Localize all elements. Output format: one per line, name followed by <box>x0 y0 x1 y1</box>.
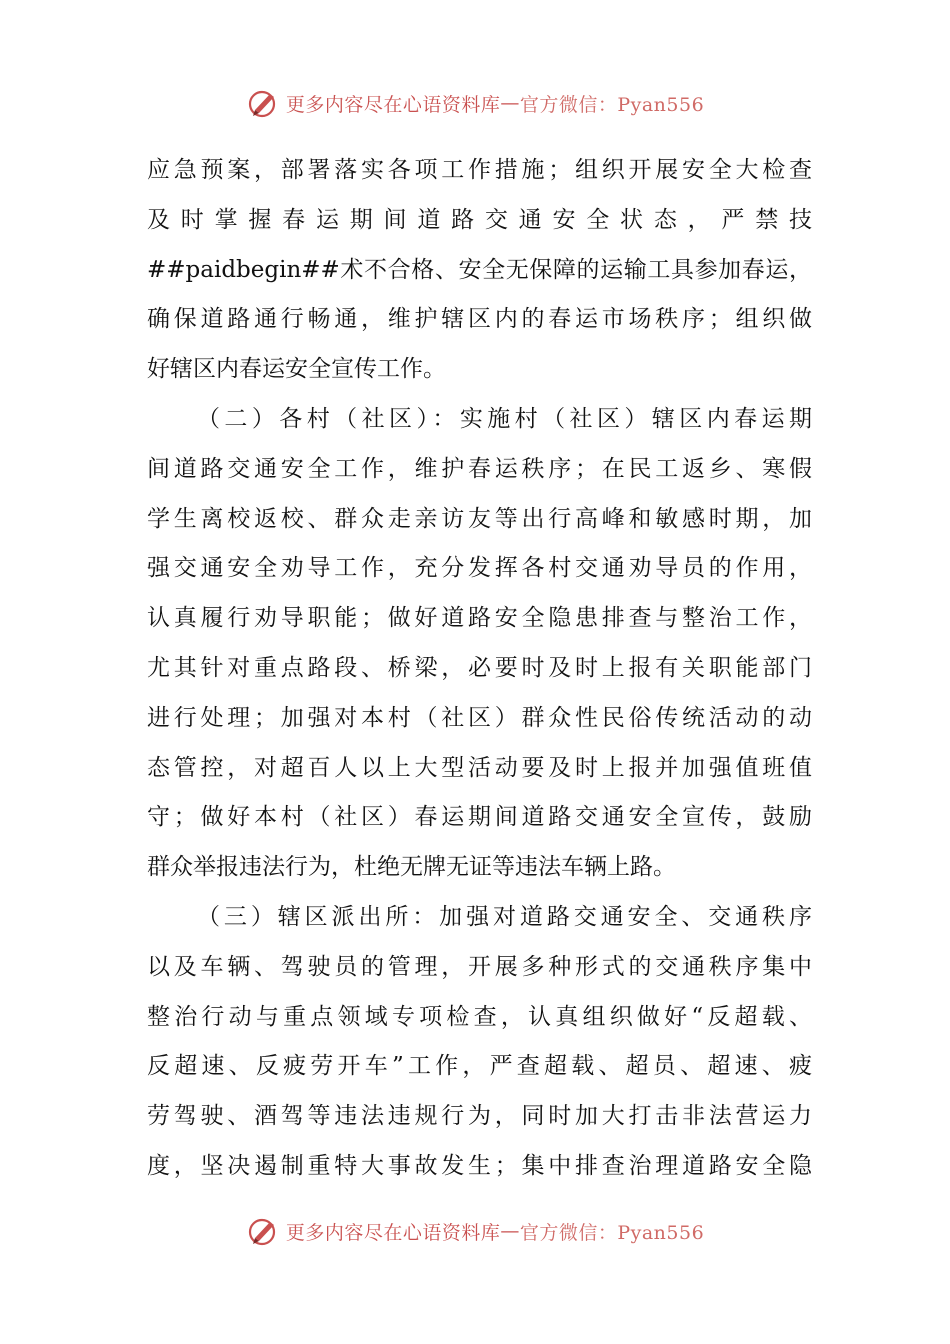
body-line: 尤其针对重点路段、桥梁，必要时及时上报有关职能部门 <box>147 654 812 681</box>
body-line: 反超速、反疲劳开车”工作，严查超载、超员、超速、疲 <box>147 1053 812 1080</box>
body-line: 进行处理；加强对本村（社区）群众性民俗传统活动的动 <box>147 704 812 731</box>
header-watermark <box>0 86 950 120</box>
body-line: 强交通安全劝导工作，充分发挥各村交通劝导员的作用， <box>147 555 812 582</box>
header-banner-wechat: 官方微信：Pyan556 <box>519 93 705 116</box>
header-banner-text: 更多内容尽在心语资料库 <box>285 93 501 116</box>
footer-banner-dash: — <box>500 1220 520 1242</box>
body-line: 劳驾驶、酒驾等违法违规行为，同时加大打击非法营运力 <box>147 1103 812 1130</box>
body-line: 及时掌握春运期间道路交通安全状态，严禁技 <box>147 206 812 233</box>
body-line: 度，坚决遏制重特大事故发生；集中排查治理道路安全隐 <box>147 1152 812 1179</box>
body-line: 学生离校返校、群众走亲访友等出行高峰和敏感时期，加 <box>147 505 812 532</box>
body-line: 群众举报违法行为，杜绝无牌无证等违法车辆上路。 <box>147 854 676 881</box>
body-line: 守；做好本村（社区）春运期间道路交通安全宣传，鼓励 <box>147 804 812 831</box>
body-line: 认真履行劝导职能；做好道路安全隐患排查与整治工作， <box>147 605 812 632</box>
footer-banner-text: 更多内容尽在心语资料库 <box>285 1221 501 1244</box>
body-line: 整治行动与重点领域专项检查，认真组织做好“反超载、 <box>147 1003 812 1030</box>
header-banner-dash: — <box>500 92 520 114</box>
body-line: 好辖区内春运安全宣传工作。 <box>147 356 446 383</box>
pen-logo-icon <box>246 1214 280 1248</box>
body-line: 态管控，对超百人以上大型活动要及时上报并加强值班值 <box>147 754 812 781</box>
body-line: （二）各村（社区）：实施村（社区）辖区内春运期 <box>197 405 812 432</box>
body-line: ##paidbegin##术不合格、安全无保障的运输工具参加春运， <box>147 256 812 283</box>
footer-banner-wechat: 官方微信：Pyan556 <box>519 1221 705 1244</box>
body-line: 应急预案，部署落实各项工作措施；组织开展安全大检查 <box>147 157 812 183</box>
body-line: （三）辖区派出所：加强对道路交通安全、交通秩序 <box>197 903 812 930</box>
body-line: 确保道路通行畅通，维护辖区内的春运市场秩序；组织做 <box>147 306 812 333</box>
body-line: 间道路交通安全工作，维护春运秩序；在民工返乡、寒假 <box>147 455 812 482</box>
body-line: 以及车辆、驾驶员的管理，开展多种形式的交通秩序集中 <box>147 953 812 980</box>
document-body <box>147 146 812 1192</box>
pen-logo-icon <box>246 86 280 120</box>
footer-watermark <box>0 1214 950 1248</box>
